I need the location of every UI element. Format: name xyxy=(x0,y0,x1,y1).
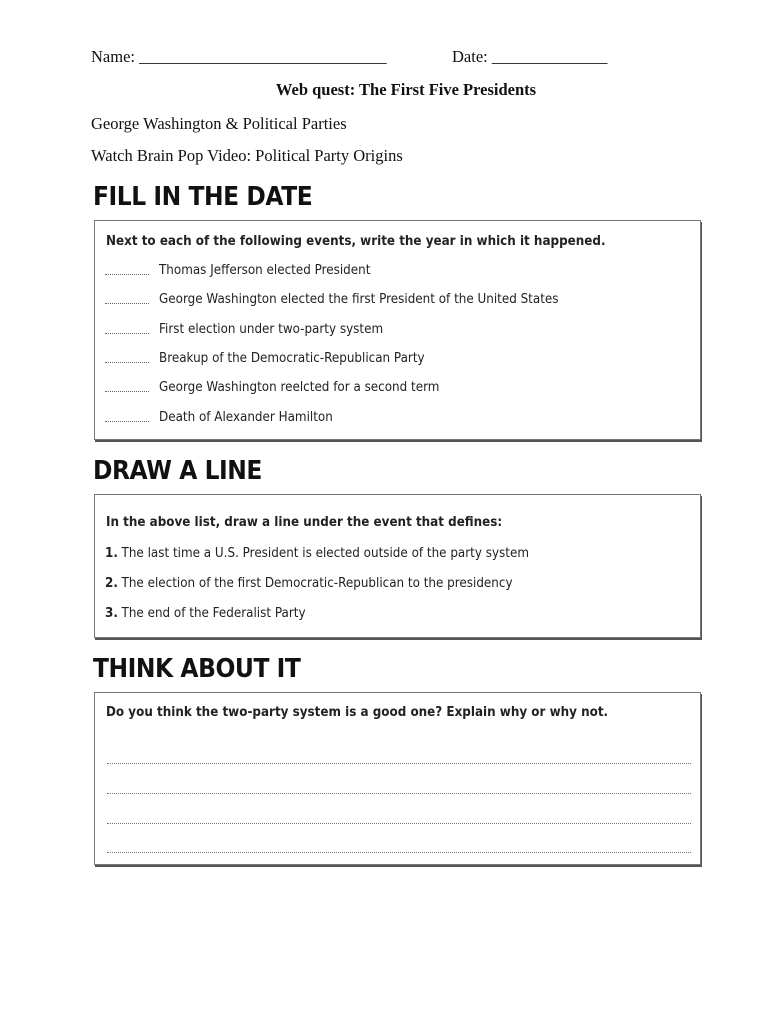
fill-in-box xyxy=(94,220,701,440)
event-item xyxy=(105,263,685,283)
item-text: The election of the first Democratic-Republican to the presidency xyxy=(121,576,513,591)
year-blank[interactable] xyxy=(105,274,149,275)
video-instruction: Watch Brain Pop Video: Political Party Origins xyxy=(91,146,403,165)
draw-line-heading: DRAW A LINE xyxy=(93,456,262,486)
year-blank[interactable] xyxy=(105,333,149,334)
item-number: 2. xyxy=(105,576,118,591)
think-heading: THINK ABOUT IT xyxy=(93,654,301,684)
item-number: 3. xyxy=(105,606,118,621)
year-blank[interactable] xyxy=(105,421,149,422)
name-field-line: Name: ______________________________ xyxy=(91,47,387,66)
event-text: Thomas Jefferson elected President xyxy=(159,263,371,278)
answer-line[interactable] xyxy=(107,763,691,764)
draw-line-instruction: In the above list, draw a line under the event that defines: xyxy=(106,515,503,530)
year-blank[interactable] xyxy=(105,362,149,363)
event-item xyxy=(105,292,685,312)
fill-in-instruction: Next to each of the following events, write the year in which it happened. xyxy=(106,234,606,249)
list-item xyxy=(105,576,513,591)
event-text: Breakup of the Democratic-Republican Party xyxy=(159,351,425,366)
item-text: The last time a U.S. President is elected outside of the party system xyxy=(121,546,529,561)
event-text: Death of Alexander Hamilton xyxy=(159,410,333,425)
item-text: The end of the Federalist Party xyxy=(121,606,306,621)
think-instruction: Do you think the two-party system is a good one? Explain why or why not. xyxy=(106,705,609,720)
year-blank[interactable] xyxy=(105,391,149,392)
event-item xyxy=(105,351,685,371)
answer-line[interactable] xyxy=(107,793,691,794)
event-text: George Washington reelcted for a second term xyxy=(159,380,440,395)
answer-line[interactable] xyxy=(107,823,691,824)
item-number: 1. xyxy=(105,546,118,561)
subtitle: George Washington & Political Parties xyxy=(91,114,347,133)
answer-line[interactable] xyxy=(107,852,691,853)
list-item xyxy=(105,546,529,561)
list-item xyxy=(105,606,306,621)
event-item xyxy=(105,322,685,342)
page-title: Web quest: The First Five Presidents xyxy=(275,80,537,99)
event-item xyxy=(105,380,685,400)
date-field-line: Date: ______________ xyxy=(452,47,608,66)
event-text: George Washington elected the first President of the United States xyxy=(159,292,559,307)
event-item xyxy=(105,410,685,430)
year-blank[interactable] xyxy=(105,303,149,304)
draw-line-box xyxy=(94,494,701,638)
fill-in-heading: FILL IN THE DATE xyxy=(93,182,313,212)
event-text: First election under two-party system xyxy=(159,322,384,337)
think-box xyxy=(94,692,701,865)
